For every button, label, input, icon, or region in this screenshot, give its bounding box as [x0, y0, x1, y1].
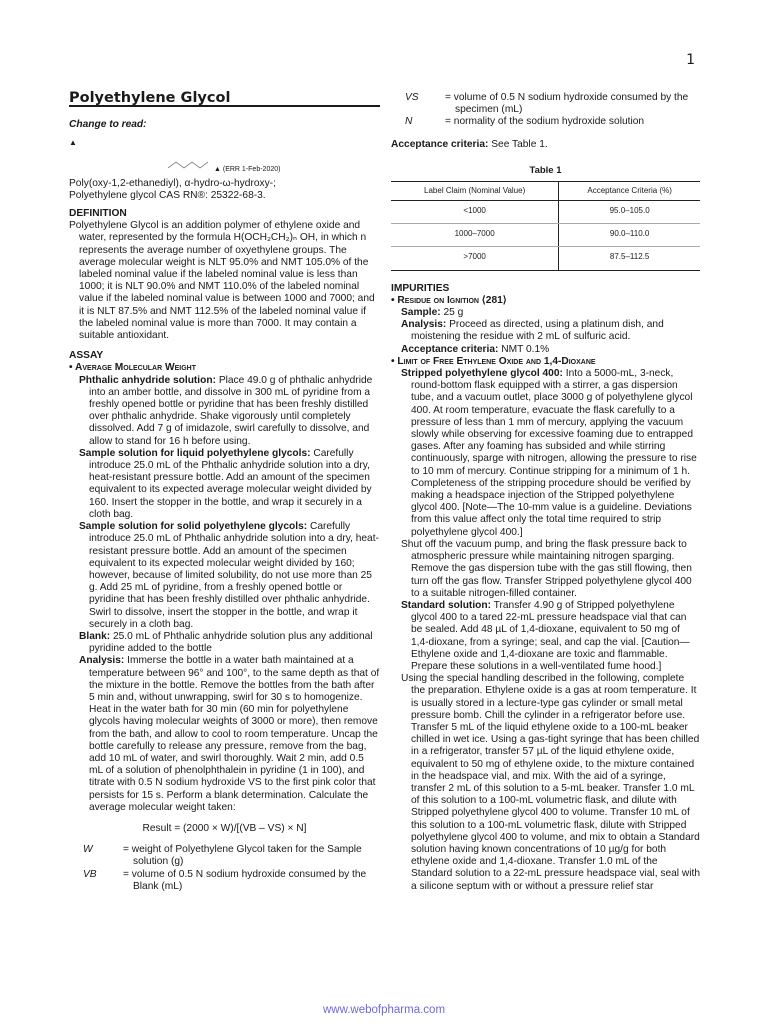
- label: Sample solution for solid polyethylene glycols:: [79, 521, 308, 533]
- structure-drawing-icon: [164, 156, 214, 172]
- stripped-peg-400: [391, 368, 700, 539]
- text: 25.0 mL of Phthalic anhydride solution plus any additional pyridine added to the bottle: [89, 630, 373, 655]
- assay-heading: ASSAY: [69, 350, 104, 362]
- column-header: Acceptance Criteria (%): [559, 182, 700, 201]
- revision-marker-start: ▲: [69, 138, 77, 148]
- var-key: VS: [405, 92, 419, 103]
- table-cell: 87.5–112.5: [559, 247, 700, 270]
- assay-subheading: • Average Molecular Weight: [69, 362, 196, 374]
- monograph-title: Polyethylene Glycol: [69, 92, 380, 107]
- variable-vs: [391, 92, 700, 116]
- text: Transfer 4.90 g of Stripped polyethylene glycol 400 to a tared 22-mL pressure headspace vial that can be sealed. Add 48 µL of 1,4-dioxane, equivalent to 50 mg of 1,4-dioxane, from a syringe; seal, and cap the vial. [Caution—Ethylene oxide and 1,4-dioxane are toxic and flammable. Prepare these solutions in a well-ventilated fume hood.]: [411, 599, 690, 672]
- acceptance-criteria: [391, 139, 700, 151]
- text: Proceed as directed, using a platinum dish, and moistening the residue with 2 mL of sulfuric acid.: [411, 319, 664, 343]
- var-key: W: [83, 844, 93, 856]
- table-cell: >7000: [391, 247, 559, 270]
- residue-on-ignition-heading: • Residue on Ignition ⟨281⟩: [391, 294, 507, 306]
- standard-solution-cont: Using the special handling described in the following, complete the preparation. Ethylene oxide is a gas at room temperature. It is usually stored in a lecture-type gas cylinder or small metal pressure bomb. Chill the cylinder in a refrigerator before use. Transfer 5 mL of the liquid ethylene oxide to a 100-mL beaker chilled in wet ice. Using a gas-tight syringe that has been chilled in a refrigerator, transfer 57 µL of the liquid ethylene oxide, equivalent to 50 mg of ethylene oxide, to the mixture contained in the headspace vial, and mix. With the aid of a syringe, transfer 2 mL of this solution to a 5-mL beaker. Transfer 1.0 mL of this solution to a 100-mL volumetric flask, and dilute with Stripped polyethylene glycol 400 to volume. Transfer 10 mL of this solution to a 100-mL volumetric flask, dilute with Stripped polyethylene glycol 400 to volume, and mix to obtain a Standard solution having known concentrations of 10 µg/g for both ethylene oxide and 1,4-dioxane. Transfer 1.0 mL of the Standard solution to a 22-mL pressure headspace vial, seal with a silicone septum with or without a pressure relief star: [401, 673, 701, 892]
- variable-vb: [69, 869, 380, 893]
- phthalic-anhydride-solution: [69, 375, 380, 448]
- stripped-peg-400-cont: Shut off the vacuum pump, and bring the flask pressure back to atmospheric pressure while maintaining nitrogen sparging. Remove the gas dispersion tube with the gas still flowing, then turn off the gas flow. Transfer Stripped polyethylene glycol 400 to a suitable nitrogen-filled container.: [401, 538, 692, 599]
- table-row: [391, 224, 700, 247]
- label: Standard solution:: [401, 599, 491, 611]
- label: Analysis:: [79, 655, 125, 667]
- label: Blank:: [79, 630, 111, 642]
- text: Carefully introduce 25.0 mL of the Phthalic anhydride solution into a dry, heat-resistant pressure bottle. Add an amount of the specimen equivalent to its expected average molecular weight divided by 160. Insert the stopper in the bottle, and wrap it securely in a cloth bag.: [89, 447, 372, 520]
- var-key: VB: [83, 868, 97, 880]
- label: Acceptance criteria:: [391, 138, 489, 150]
- left-column: [69, 92, 380, 893]
- standard-solution: [391, 600, 700, 673]
- label: Analysis:: [401, 319, 447, 331]
- text: Immerse the bottle in a water bath maintained at a temperature between 96° and 100°, to the same depth as that of the mixture in the bottle. Remove the bottles from the bath after 5 min and, without unwrapping, swirl for 30 s to homogenize. Heat in the water bath for 30 min (60 min for polyethylene glycols having molecular weights of 3000 or more), then remove from the bath, and allow to cool to room temperature. Uncap the bottle carefully to release any pressure, remove from the bag, add 10 mL of water, and swirl thoroughly. Wait 2 min, add 0.5 mL of a solution of phenolphthalein in pyridine (1 in 100), and titrate with 0.5 N sodium hydroxide VS to the first pink color that persists for 15 s. Perform a blank determination. Calculate the average molecular weight taken:: [89, 655, 380, 813]
- var-def: = volume of 0.5 N sodium hydroxide consumed by the Blank (mL): [123, 868, 367, 892]
- common-name-cas: Polyethylene glycol CAS RN®: 25322-68-3.: [69, 189, 266, 201]
- result-formula: Result = (2000 × W)/[(VB – VS) × N]: [142, 822, 307, 834]
- impurities-heading: IMPURITIES: [391, 282, 450, 294]
- column-header: Label Claim (Nominal Value): [391, 182, 559, 201]
- label: Acceptance criteria:: [401, 343, 499, 355]
- chemical-name: Poly(oxy-1,2-ethanediyl), α-hydro-ω-hydroxy-;: [69, 177, 276, 189]
- text: Carefully introduce 25.0 mL of Phthalic anhydride solution into a dry, heat-resistant pressure bottle. Add an amount of the specimen equivalent to its expected molecular weight divided by 160; however, because of limited solubility, do not use more than 25 g. Add 25 mL of pyridine, from a freshly opened bottle or pyridine that has been freshly distilled over phthalic anhydride. Swirl to dissolve, insert the stopper in the bottle, and wrap it securely in a cloth bag.: [89, 521, 379, 630]
- variable-n: [391, 116, 700, 128]
- var-def: = normality of the sodium hydroxide solution: [445, 116, 645, 128]
- chemical-structure: [69, 156, 380, 178]
- label: Sample solution for liquid polyethylene glycols:: [79, 447, 311, 459]
- label: Sample:: [401, 307, 441, 319]
- label: Stripped polyethylene glycol 400:: [401, 368, 563, 380]
- table-cell: 1000–7000: [391, 224, 559, 247]
- text: Into a 5000-mL, 3-neck, round-bottom flask equipped with a stirrer, a gas dispersion tube, and a vacuum outlet, place 3000 g of polyethylene glycol 400. At room temperature, evacuate the flask carefully to a pressure of less than 1 mm of mercury, applying the vacuum slowly while observing for excessive foaming due to entrapped gases. After any foaming has subsided and while stirring continuously, sparge with nitrogen, allowing the pressure to rise to 10 mm of mercury. Continue stripping for a minimum of 1 h. Completeness of the stripping procedure should be verified by making a headspace injection of the Stripped polyethylene glycol 400. [Note—The 10-mm value is a guideline. Deviations from this value affect only the total time required to strip polyethylene glycol 400.]: [411, 368, 697, 538]
- limit-ethylene-oxide-heading: • Limit of Free Ethylene Oxide and 1,4-Dioxane: [391, 355, 596, 367]
- sample-solution-solid: [69, 521, 380, 631]
- table-caption: Table 1: [529, 164, 562, 176]
- right-column: [391, 92, 700, 893]
- variable-w: [69, 844, 380, 868]
- table-row: [391, 201, 700, 224]
- errata-note: ▲ (ERR 1-Feb-2020): [214, 165, 281, 173]
- table-row: [391, 247, 700, 270]
- text: 25 g: [440, 307, 464, 319]
- var-key: N: [405, 116, 413, 128]
- var-def: = weight of Polyethylene Glycol taken for the Sample solution (g): [123, 844, 362, 868]
- text: Place 49.0 g of phthalic anhydride into an amber bottle, and dissolve in 300 mL of pyridine from a freshly opened bottle or pyridine that has been freshly distilled over phthalic anhydride. Shake vigorously until completely dissolved. Add 7 g of imidazole, swirl carefully to dissolve, and allow to stand for 16 h before using.: [89, 374, 373, 447]
- definition-text: Polyethylene Glycol is an addition polymer of ethylene oxide and water, represented by the formula H(OCH₂CH₂)ₙ OH, in which n represents the average number of oxyethylene groups. The average molecular weight is NLT 95.0% and NMT 105.0% of the labeled nominal value if the labeled nominal value is less than 1000; it is NLT 90.0% and NMT 110.0% of the labeled nominal value if the labeled nominal value is between 1000 and 7000; and it is NLT 87.5% and NMT 112.5% of the labeled nominal value if the labeled nominal value is more than 7000. It may contain a suitable antioxidant.: [69, 220, 375, 342]
- footer-link[interactable]: www.webofpharma.com: [322, 1004, 446, 1016]
- var-def: = volume of 0.5 N sodium hydroxide consumed by the specimen (mL): [445, 92, 689, 116]
- blank: [69, 631, 380, 655]
- label: Phthalic anhydride solution:: [79, 374, 216, 386]
- table-cell: 95.0–105.0: [559, 201, 700, 224]
- table-cell: <1000: [391, 201, 559, 224]
- analysis: [69, 655, 380, 814]
- table-cell: 90.0–110.0: [559, 224, 700, 247]
- roi-analysis: [391, 319, 700, 343]
- roi-acceptance: [391, 344, 700, 356]
- change-to-read: Change to read:: [69, 119, 147, 131]
- table-header-row: [391, 182, 700, 201]
- text: See Table 1.: [488, 138, 548, 150]
- acceptance-table: [391, 181, 700, 271]
- definition-heading: DEFINITION: [69, 208, 127, 220]
- page-number: 1: [686, 52, 695, 68]
- text: NMT 0.1%: [498, 343, 550, 355]
- sample-solution-liquid: [69, 448, 380, 521]
- roi-sample: [391, 307, 700, 319]
